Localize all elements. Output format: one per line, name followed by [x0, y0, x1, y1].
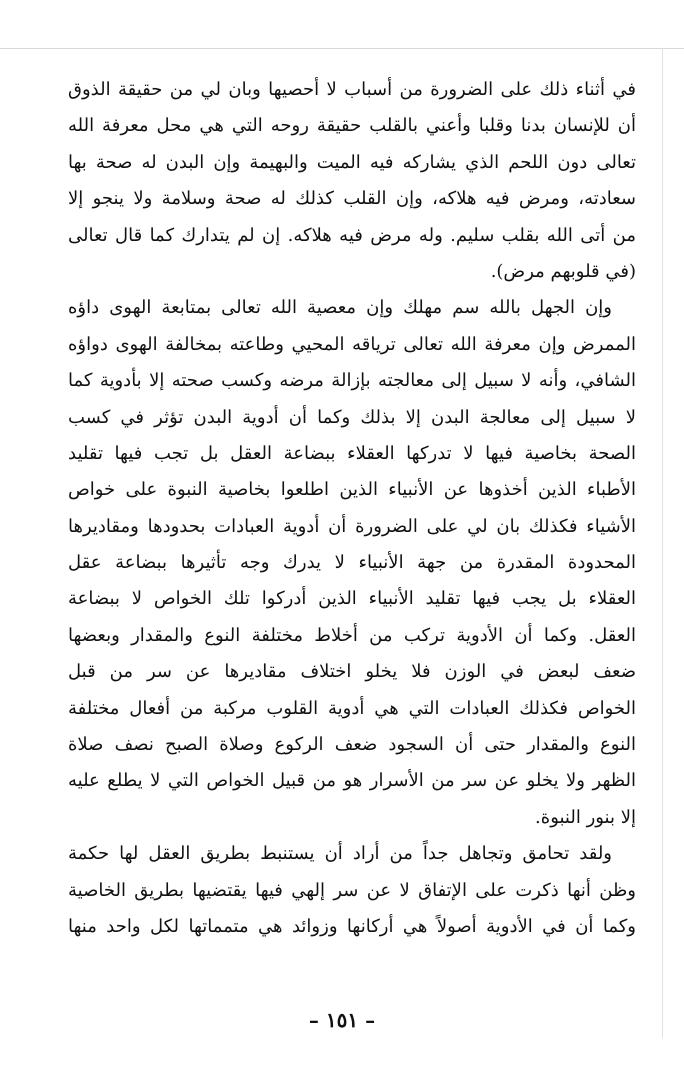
page-number: – ١٥١ – — [308, 1008, 376, 1032]
text-line: (في قلوبهم مرض). — [490, 260, 636, 282]
text-line: ولقد تحامق وتجاهل جداً من أراد أن يستنبط بطريق العقل لها حكمة — [68, 843, 613, 865]
text-line: سعادته، ومرض فيه هلاكه، وإن القلب كذلك له صحة وسلامة ولا ينجو إلا — [68, 188, 636, 210]
text-line: العقلاء بل يجب فيها تقليد الأنبياء الذين أدركوا تلك الخواص لا ببضاعة — [68, 588, 636, 610]
body-text — [68, 72, 636, 945]
text-line: وإن الجهل بالله سم مهلك وإن معصية الله تعالى بمتابعة الهوى داؤه — [68, 297, 612, 319]
text-line: الصحة بخاصية فيها لا تدركها العقلاء ببضاعة العقل بل تجب فيها تقليد — [68, 442, 636, 464]
text-line: الخواص فكذلك العبادات التي هي أدوية القلوب مركبة من أفعال مختلفة — [68, 697, 636, 719]
text-line: العقل. وكما أن الأدوية تركب من أخلاط مختلفة النوع والمقدار وبعضها — [68, 624, 636, 646]
text-line: وظن أنها ذكرت على الإتفاق لا عن سر إلهي فيها يقتضيها بطريق الخاصية — [68, 879, 636, 901]
side-rule — [662, 48, 663, 1038]
text-line: النوع والمقدار حتى أن السجود ضعف الركوع وصلاة الصبح نصف صلاة — [68, 734, 636, 756]
text-line: الشافي، وأنه لا سبيل إلى معالجته بإزالة مرضه وكسب صحته إلا بأدوية كما — [68, 370, 636, 392]
text-line: في أثناء ذلك على الضرورة من أسباب لا أحصيها وبان لي من حقيقة الذوق — [68, 79, 636, 100]
text-line: الأطباء الذين أخذوها عن الأنبياء الذين اطلعوا بخاصية النبوة على خواص — [68, 479, 636, 501]
text-line: الأشياء فكذلك بان لي على الضرورة أن أدوية العبادات بحدودها ومقاديرها — [68, 515, 636, 537]
text-line: لا سبيل إلى معالجة البدن إلا بذلك وكما أن أدوية البدن تؤثر في كسب — [68, 406, 636, 428]
text-line: أن للإنسان بدنا وقلبا وأعني بالقلب حقيقة روحه التي هي محل معرفة الله — [68, 115, 636, 137]
text-line: ضعف لبعض في الوزن فلا يخلو اختلاف مقاديرها عن سر من قبل — [68, 661, 636, 683]
text-line: إلا بنور النبوة. — [535, 806, 636, 828]
text-line: المحدودة المقدرة من جهة الأنبياء لا يدرك وجه تأثيرها ببضاعة عقل — [68, 552, 636, 574]
text-line: الظهر ولا يخلو عن سر من الأسرار هو من قبيل الخواص التي لا يطلع عليه — [68, 770, 636, 792]
text-line: الممرض وإن معرفة الله تعالى ترياقه المحيي وطاعته بمخالفة الهوى دواؤه — [68, 333, 636, 355]
text-line: من أتى الله بقلب سليم. وله مرض فيه هلاكه. إن لم يتدارك كما قال تعالى — [68, 224, 636, 246]
text-line: تعالى دون اللحم الذي يشاركه فيه الميت والبهيمة وإن البدن له صحة بها — [68, 151, 636, 173]
text-line: وكما أن في الأدوية أصولاً هي أركانها وزوائد هي متمماتها لكل واحد منها — [68, 915, 636, 937]
top-rule — [0, 48, 684, 49]
